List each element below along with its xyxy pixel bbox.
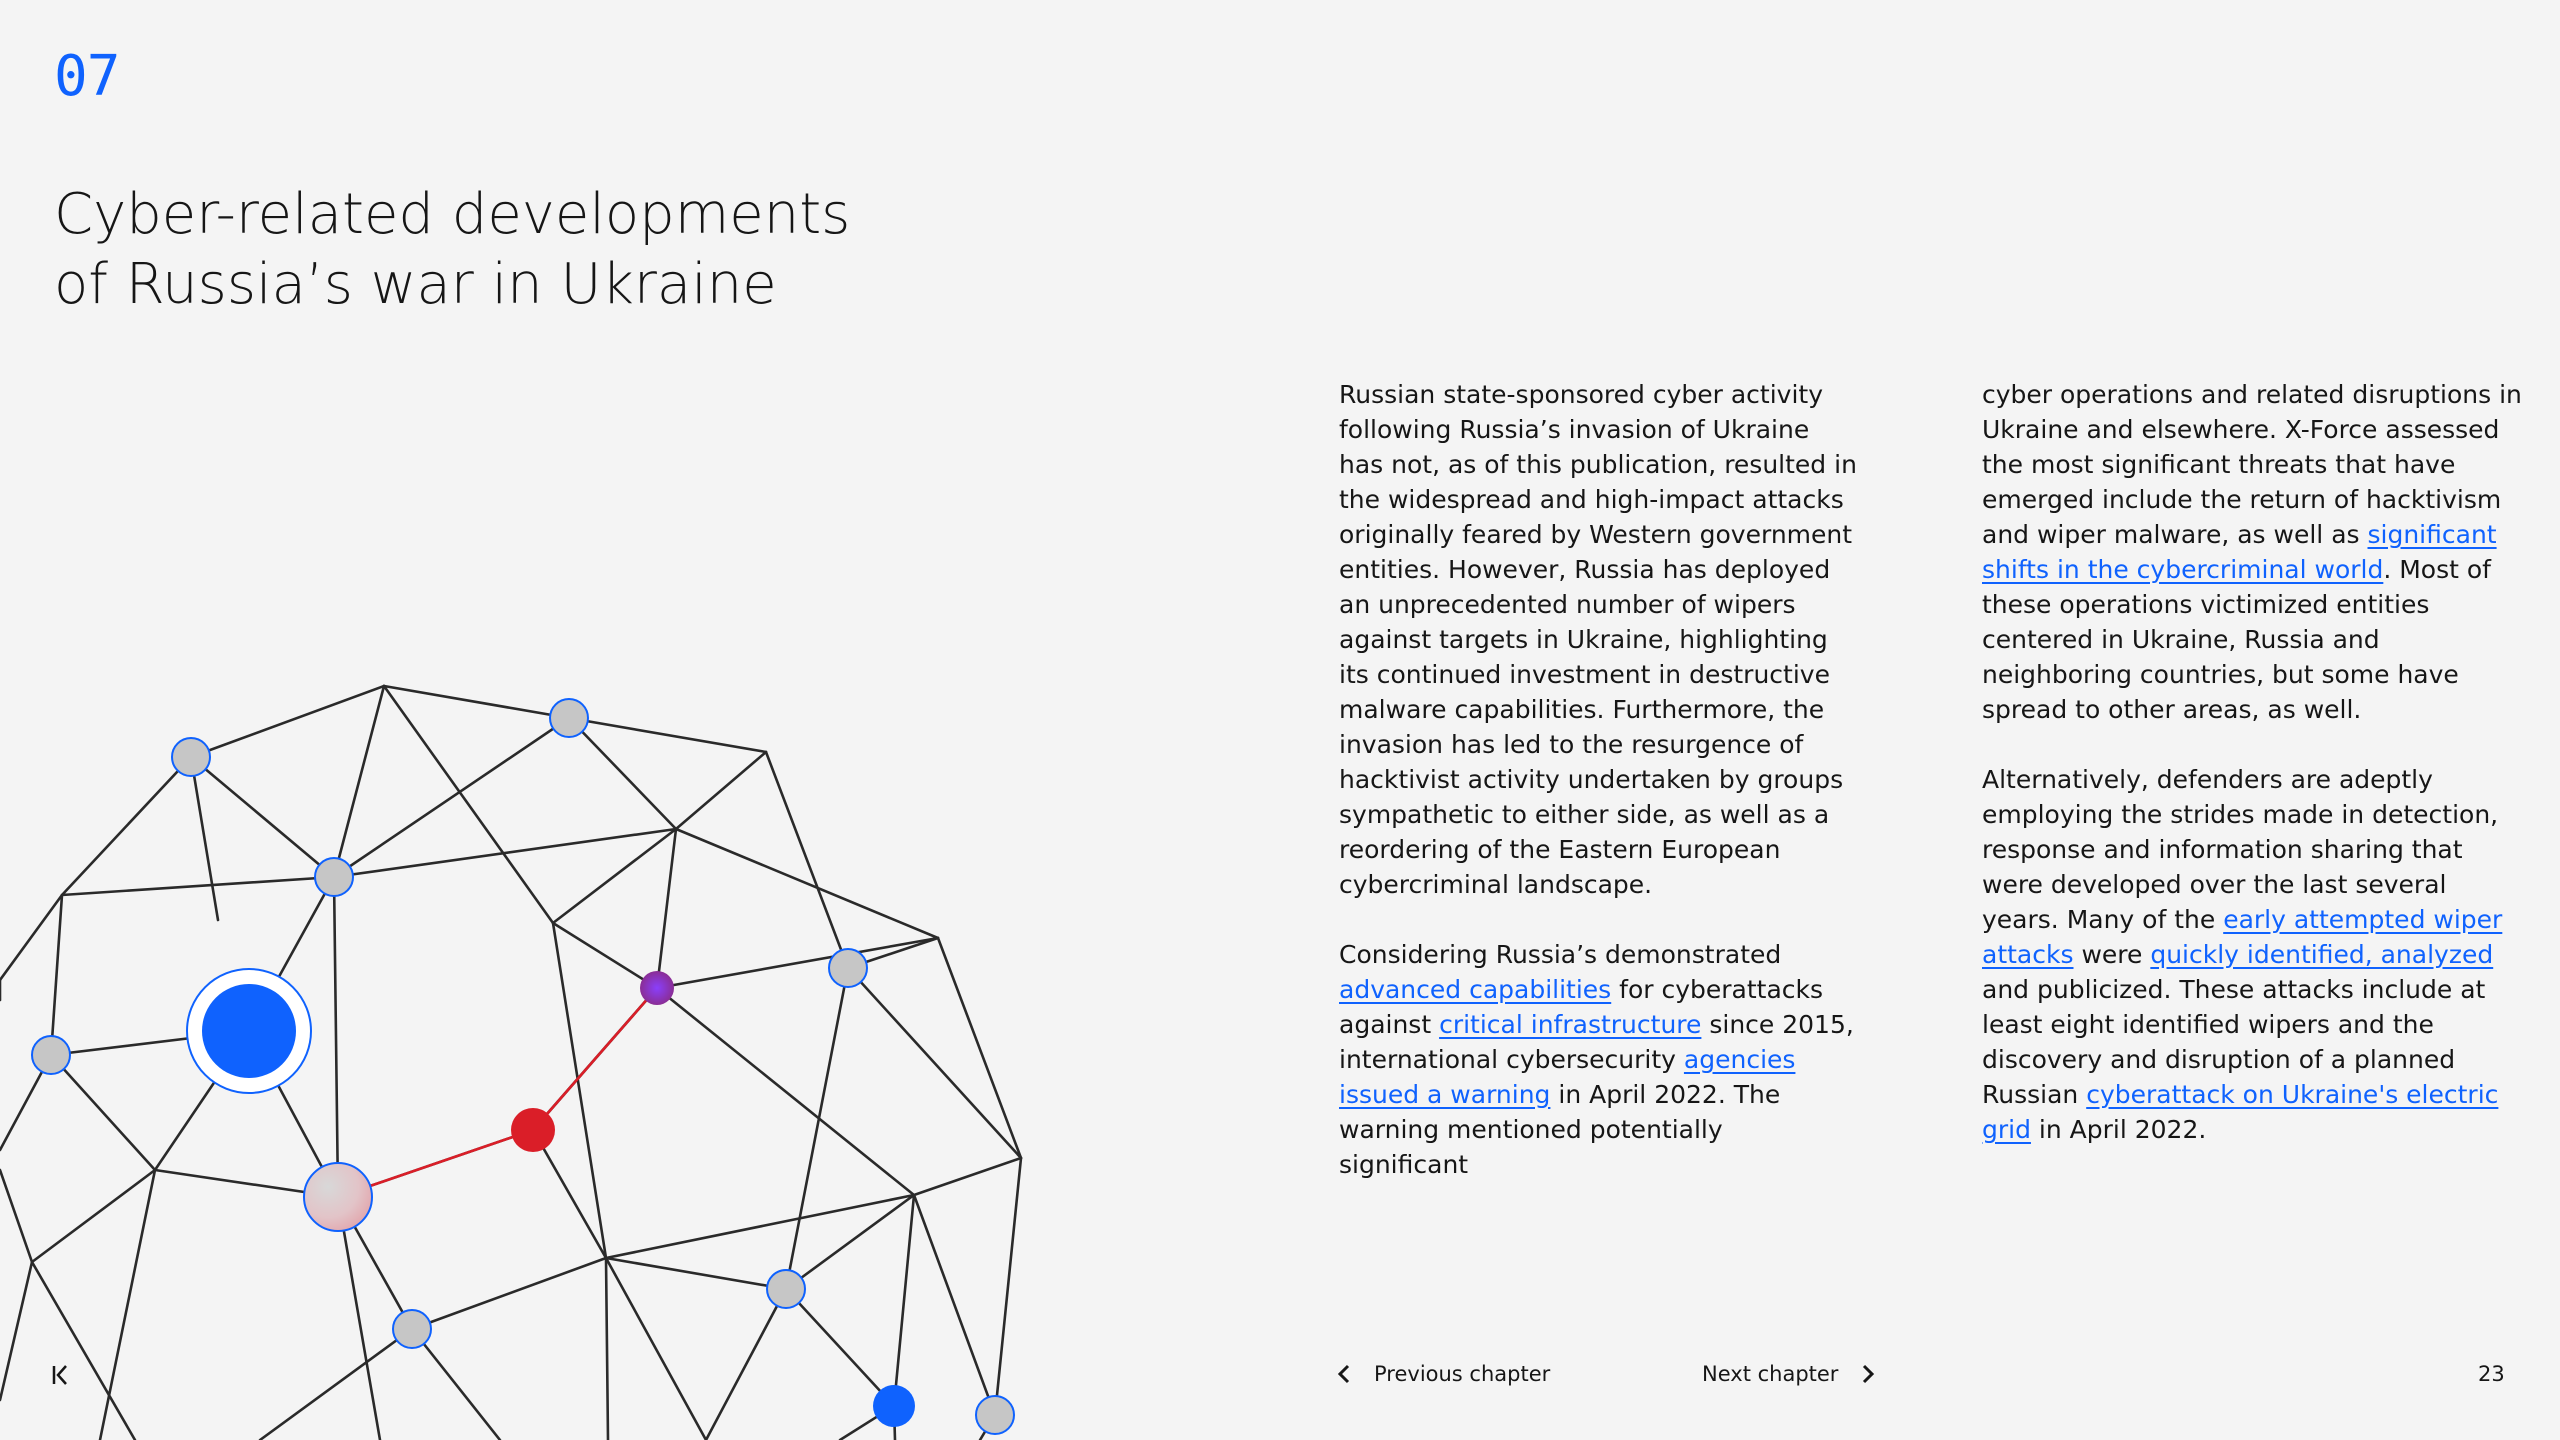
link-advanced-capabilities[interactable]: advanced capabilities — [1339, 975, 1612, 1004]
first-page-button[interactable] — [50, 1363, 72, 1391]
text: in April 2022. — [2030, 1115, 2207, 1144]
network-node — [550, 699, 588, 737]
text-column-2 — [1982, 377, 2522, 1182]
first-page-icon — [50, 1363, 72, 1387]
page-title — [54, 180, 954, 320]
text: and publicized. These attacks include at least eight identified wipers and the discovery and disruption of a planned Russian — [1982, 975, 2486, 1109]
page-number: 23 — [2478, 1362, 2505, 1386]
text: Alternatively, defenders are adeptly employing the strides made in detection, response and information sharing that were developed over the last several years. Many of the — [1982, 765, 2499, 934]
network-node-blue — [873, 1385, 915, 1427]
chevron-left-icon — [1336, 1363, 1352, 1385]
chapter-number: 07 — [54, 44, 120, 109]
text: for cyberattacks against — [1339, 975, 1824, 1039]
paragraph — [1339, 937, 1859, 1182]
link-electric-grid-cyberattack[interactable]: cyberattack on Ukraine's electric grid — [1982, 1080, 2499, 1144]
paragraph — [1982, 762, 2522, 1147]
text: cyber operations and related disruptions in Ukraine and elsewhere. X-Force assessed the most significant threats that have emerged include the return of hacktivism and wiper malware, as well as — [1982, 380, 2522, 549]
text-column-1 — [1339, 377, 1859, 1217]
link-agencies-issued-warning[interactable]: agencies issued a warning — [1339, 1045, 1796, 1109]
next-chapter-label: Next chapter — [1702, 1362, 1839, 1386]
network-node — [829, 949, 867, 987]
network-nodes — [32, 699, 1014, 1434]
network-node — [393, 1310, 431, 1348]
network-node-mixed — [304, 1163, 372, 1231]
network-node — [976, 1396, 1014, 1434]
link-quickly-identified[interactable]: quickly identified, analyzed — [2150, 940, 2494, 969]
network-node-red — [511, 1108, 555, 1152]
link-critical-infrastructure[interactable]: critical infrastructure — [1439, 1010, 1702, 1039]
paragraph — [1982, 377, 2522, 727]
text: were — [2073, 940, 2151, 969]
previous-chapter-label: Previous chapter — [1374, 1362, 1551, 1386]
title-line-2: of Russia’s war in Ukraine — [54, 252, 777, 317]
network-node-purple — [640, 971, 674, 1005]
network-node — [32, 1036, 70, 1074]
network-sphere-illustration — [0, 640, 1060, 1440]
link-cybercriminal-shifts[interactable]: significant shifts in the cybercriminal world — [1982, 520, 2497, 584]
chevron-right-icon — [1860, 1363, 1876, 1385]
network-node — [315, 858, 353, 896]
network-node — [767, 1270, 805, 1308]
text: . Most of these operations victimized entities centered in Ukraine, Russia and neighboring countries, but some have spread to other areas, as well. — [1982, 555, 2491, 724]
paragraph: Russian state-sponsored cyber activity following Russia’s invasion of Ukraine has not, as of this publication, resulted in the widespread and high-impact attacks originally feared by Western government entities. However, Russia has deployed an unprecedented number of wipers against targets in Ukraine, highlighting its continued investment in destructive malware capabilities. Furthermore, the invasion has led to the resurgence of hacktivist activity undertaken by groups sympathetic to either side, as well as a reordering of the Eastern European cybercriminal landscape. — [1339, 380, 1857, 899]
previous-chapter-button[interactable] — [1336, 1362, 1550, 1386]
wireframe-lines — [0, 686, 1021, 1440]
text: since 2015, international cybersecurity — [1339, 1010, 1854, 1074]
network-node — [172, 738, 210, 776]
link-early-wiper-attacks[interactable]: early attempted wiper attacks — [1982, 905, 2503, 969]
network-node-highlight — [202, 984, 296, 1078]
highlight-path — [338, 988, 657, 1197]
title-line-1: Cyber-related developments — [54, 182, 851, 247]
text: Considering Russia’s demonstrated — [1339, 940, 1782, 969]
text: in April 2022. The warning mentioned potentially significant — [1339, 1080, 1781, 1179]
next-chapter-button[interactable] — [1702, 1362, 1876, 1386]
